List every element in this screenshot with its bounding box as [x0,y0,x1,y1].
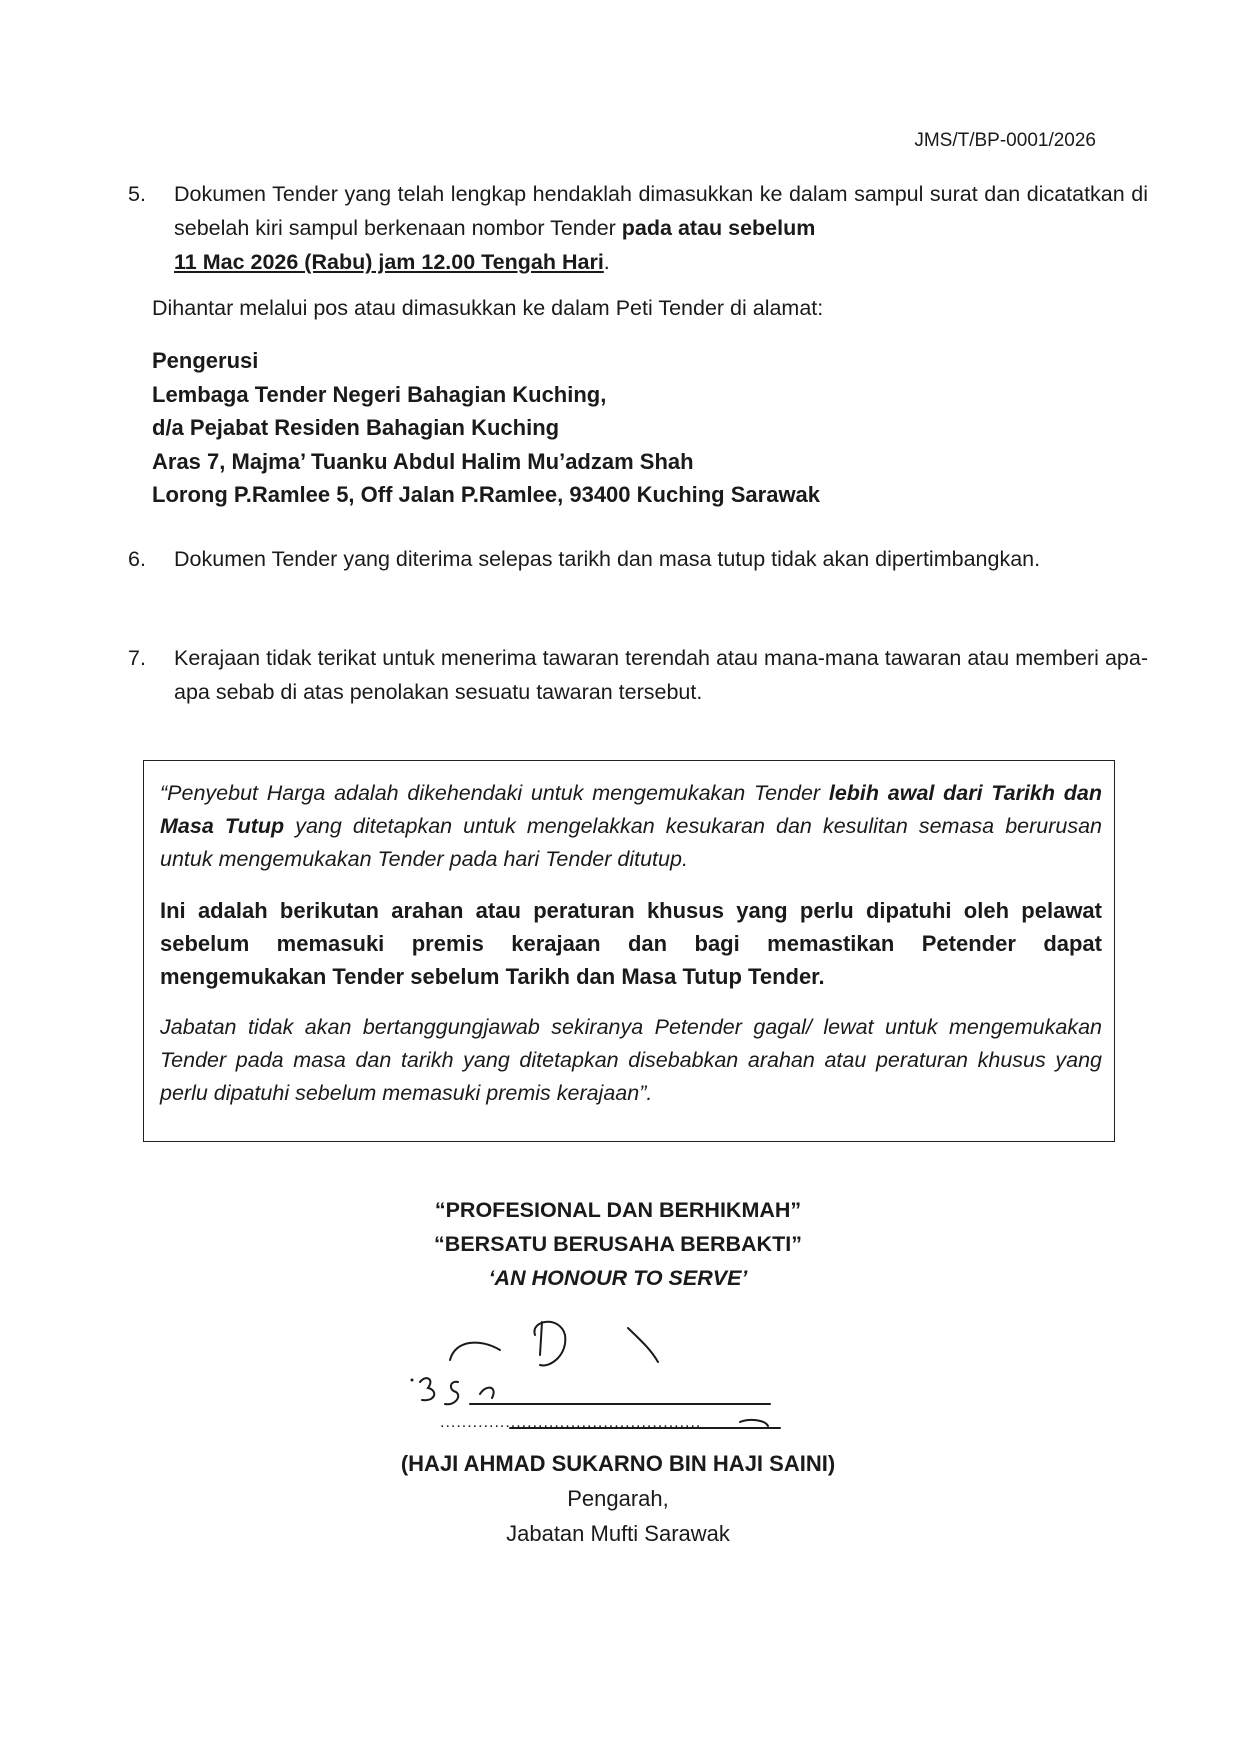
address-line: Lorong P.Ramlee 5, Off Jalan P.Ramlee, 93400 Kuching Sarawak [152,482,821,507]
notice-box [143,760,1115,1142]
motto-line-3: ‘AN HONOUR TO SERVE’ [488,1266,748,1290]
clause-6 [128,542,1148,576]
notice-paragraph-3: Jabatan tidak akan bertanggungjawab sekiranya Petender gagal/ lewat untuk mengemukakan Tender pada masa dan tarikh yang ditetapkan disebabkan arahan atau peraturan khusus yang perlu dipatuhi sebelum memasuki premis kerajaan”. [160,1015,1102,1105]
notice-paragraph-1: “Penyebut Harga adalah dikehendaki untuk mengemukakan Tender lebih awal dari Tarikh dan Masa Tutup yang ditetapkan untuk mengelakkan kesukaran dan kesulitan semasa berurusan untuk mengemukakan Tender pada hari Tender ditutup. [160,781,1103,871]
signature-line: ................................................ [440,1414,702,1431]
address-line: Lembaga Tender Negeri Bahagian Kuching, [152,381,607,407]
address-line: d/a Pejabat Residen Bahagian Kuching [152,415,560,440]
delivery-intro: Dihantar melalui pos atau dimasukkan ke dalam Peti Tender di alamat: [152,296,824,320]
signature [400,1310,820,1430]
signatory-department: Jabatan Mufti Sarawak [506,1521,730,1546]
clause-7 [128,641,1148,709]
motto-line-1: “PROFESIONAL DAN BERHIKMAH” [434,1198,802,1222]
address-line: Aras 7, Majma’ Tuanku Abdul Halim Mu’adzam Shah [152,448,694,474]
notice-paragraph-2: Ini adalah berikutan arahan atau peraturan khusus yang perlu dipatuhi oleh pelawat sebelum memasuki premis kerajaan dan bagi memastikan Petender dapat mengemukakan Tender sebelum Tarikh dan Masa Tutup Tender. [160,898,1102,989]
signatory-name: (HAJI AHMAD SUKARNO BIN HAJI SAINI) [400,1451,836,1476]
clause-text: Kerajaan tidak terikat untuk menerima tawaran terendah atau mana-mana tawaran atau memberi apa-apa sebab di atas penolakan sesuatu tawaran tersebut. [174,646,1148,704]
deadline-date: 11 Mac 2026 (Rabu) jam 12.00 Tengah Hari [174,250,604,274]
clause-number: 5. [128,182,146,206]
signatory-title: Pengarah, [567,1486,669,1511]
clause-number: 6. [128,547,146,571]
clause-text: Dokumen Tender yang diterima selepas tarikh dan masa tutup tidak akan dipertimbangkan. [174,547,1041,571]
address-line: Pengerusi [152,348,259,373]
motto-line-2: “BERSATU BERUSAHA BERBAKTI” [434,1232,802,1256]
tender-address [152,344,820,512]
clause-5 [128,177,1148,279]
reference-number: JMS/T/BP-0001/2026 [914,130,1096,151]
clause-text: Dokumen Tender yang telah lengkap hendaklah dimasukkan ke dalam sampul surat dan dicatatkan di sebelah kiri sampul berkenaan nombor Tender pada atau sebelum 11 Mac 2026 (Rabu) jam 12.00 Tengah Hari. [174,182,1148,274]
clause-number: 7. [128,646,146,670]
deadline-lead: pada atau sebelum [621,216,816,240]
